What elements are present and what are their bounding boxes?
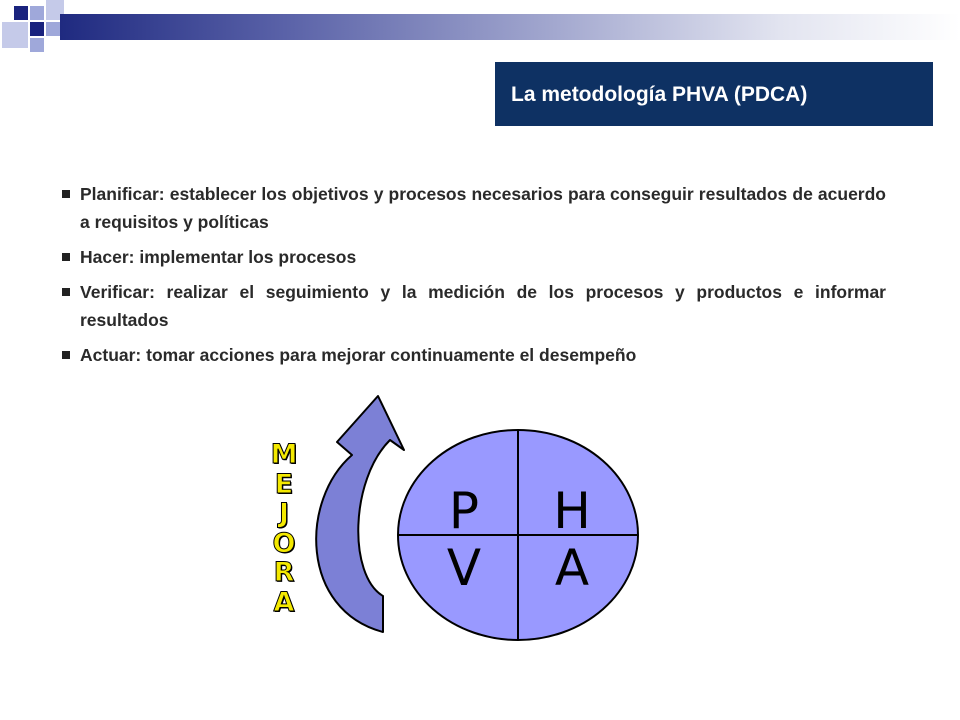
mejora-vertical-label <box>262 440 306 617</box>
improvement-arrow <box>316 396 404 632</box>
bullet-text: Verificar: realizar el seguimiento y la medición de los procesos y productos e informar resultados <box>80 282 886 330</box>
mejora-letter: M <box>270 439 298 470</box>
slide-title: La metodología PHVA (PDCA) <box>511 83 808 106</box>
quadrant-h: H <box>553 482 591 540</box>
mejora-letter: O <box>272 527 296 559</box>
quadrant-p: P <box>448 482 480 540</box>
bullet-text: Hacer: implementar los procesos <box>80 247 357 267</box>
mejora-letter: R <box>273 557 295 588</box>
mejora-letter: A <box>273 586 295 618</box>
bullet-text: Planificar: establecer los objetivos y procesos necesarios para conseguir resultados de acuerdo a requisitos y políticas <box>80 184 886 232</box>
quadrant-a: A <box>554 539 590 597</box>
bullet-text: Actuar: tomar acciones para mejorar continuamente el desempeño <box>80 345 637 365</box>
quadrant-v: V <box>446 539 482 597</box>
mejora-letter: E <box>274 468 294 500</box>
mejora-letter: J <box>278 498 290 529</box>
